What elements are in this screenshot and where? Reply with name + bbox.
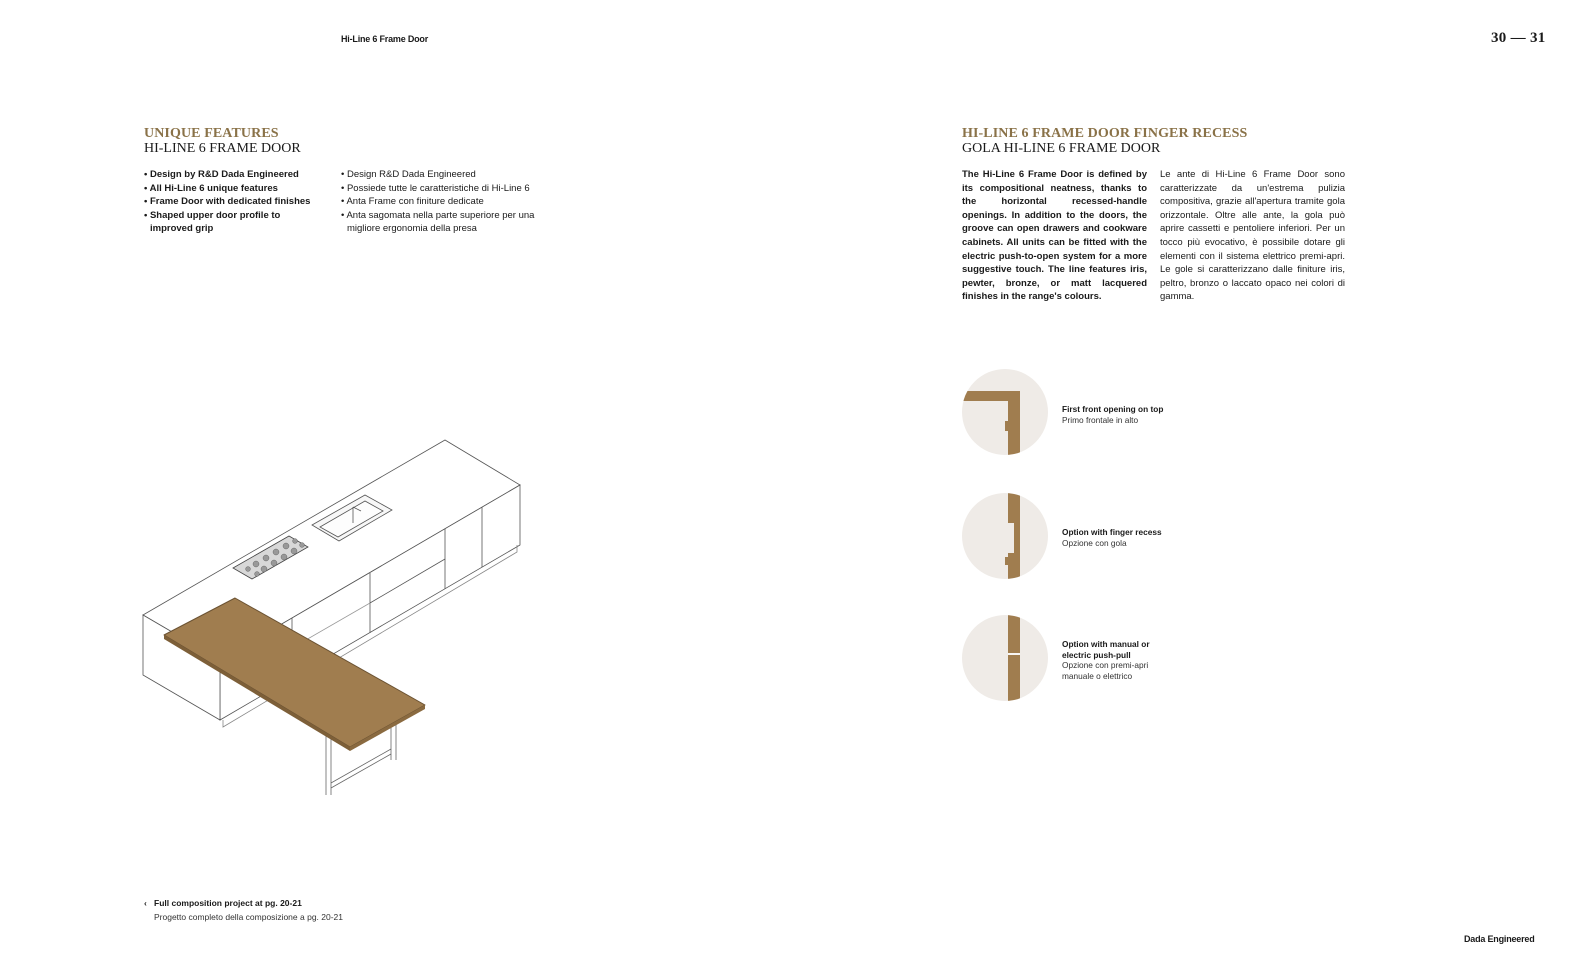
description-it: Le ante di Hi-Line 6 Frame Door sono caratterizzate da un'estrema pulizia compositiva, grazie all'apertura tramite gola orizzontale. Oltre alle ante, la gola può aprire cassetti e pentoliere inferiori. Per un tocco più evocativo, è possibile dotare gli elementi con il sistema elettrico premi-apri. Le gole si caratterizzano dalle finiture iris, peltro, bronzo o laccato opaco nei colori di gamma.	[1160, 169, 1345, 303]
finger-recess-icon	[962, 493, 1048, 579]
option-label-en: Option with finger recess	[1062, 527, 1162, 537]
option-label	[1062, 527, 1202, 548]
left-title-dark: HI-LINE 6 FRAME DOOR	[144, 141, 301, 156]
left-title-gold: UNIQUE FEATURES	[144, 126, 279, 141]
first-front-opening-icon	[962, 369, 1048, 455]
feature-item-en: • Frame Door with dedicated finishes	[144, 195, 324, 209]
features-list-it	[341, 168, 541, 236]
option-label-en: Option with manual or electric push-pull	[1062, 639, 1150, 660]
description-en: The Hi-Line 6 Frame Door is defined by its compositional neatness, thanks to the horizontal recessed-handle openings. In addition to the doors, the groove can open drawers and cookware cabinets. All units can be fitted with the electric push-to-open system for a more suggestive touch. The line features iris, pewter, bronze, or matt lacquered finishes in the range's colours.	[962, 169, 1147, 303]
feature-item-en: • Design by R&D Dada Engineered	[144, 168, 324, 182]
right-section-title	[962, 126, 1247, 156]
feature-item-en: • Shaped upper door profile to improved grip	[144, 209, 324, 236]
option-label-it: Primo frontale in alto	[1062, 414, 1139, 425]
right-title-gold: HI-LINE 6 FRAME DOOR FINGER RECESS	[962, 126, 1248, 141]
feature-item-it: • Design R&D Dada Engineered	[341, 168, 541, 182]
features-list-en	[144, 168, 324, 236]
left-section-title	[144, 126, 301, 156]
kitchen-island-illustration	[140, 435, 530, 810]
running-head: Hi-Line 6 Frame Door	[341, 34, 429, 44]
feature-item-it: • Anta Frame con finiture dedicate	[341, 195, 541, 209]
option-label-en: First front opening on top	[1062, 404, 1164, 414]
feature-item-it: • Possiede tutte le caratteristiche di Hi-Line 6	[341, 182, 541, 196]
brand-name: Dada Engineered	[1464, 934, 1535, 944]
page-numbers: 30 — 31	[1491, 30, 1546, 46]
right-title-dark: GOLA HI-LINE 6 FRAME DOOR	[962, 141, 1161, 156]
footnote	[144, 896, 343, 924]
option-label-it: Opzione con gola	[1062, 537, 1127, 548]
footnote-en: Full composition project at pg. 20-21	[154, 898, 302, 908]
option-label	[1062, 639, 1172, 681]
feature-item-en: • All Hi-Line 6 unique features	[144, 182, 324, 196]
feature-item-it: • Anta sagomata nella parte superiore per una migliore ergonomia della presa	[341, 209, 541, 236]
push-pull-icon	[962, 615, 1048, 701]
footnote-it: Progetto completo della composizione a pg. 20-21	[154, 912, 344, 922]
chevron-left-icon: ‹	[144, 898, 147, 908]
option-label-it: Opzione con premi-apri manuale o elettrico	[1062, 660, 1149, 681]
option-label	[1062, 404, 1202, 425]
